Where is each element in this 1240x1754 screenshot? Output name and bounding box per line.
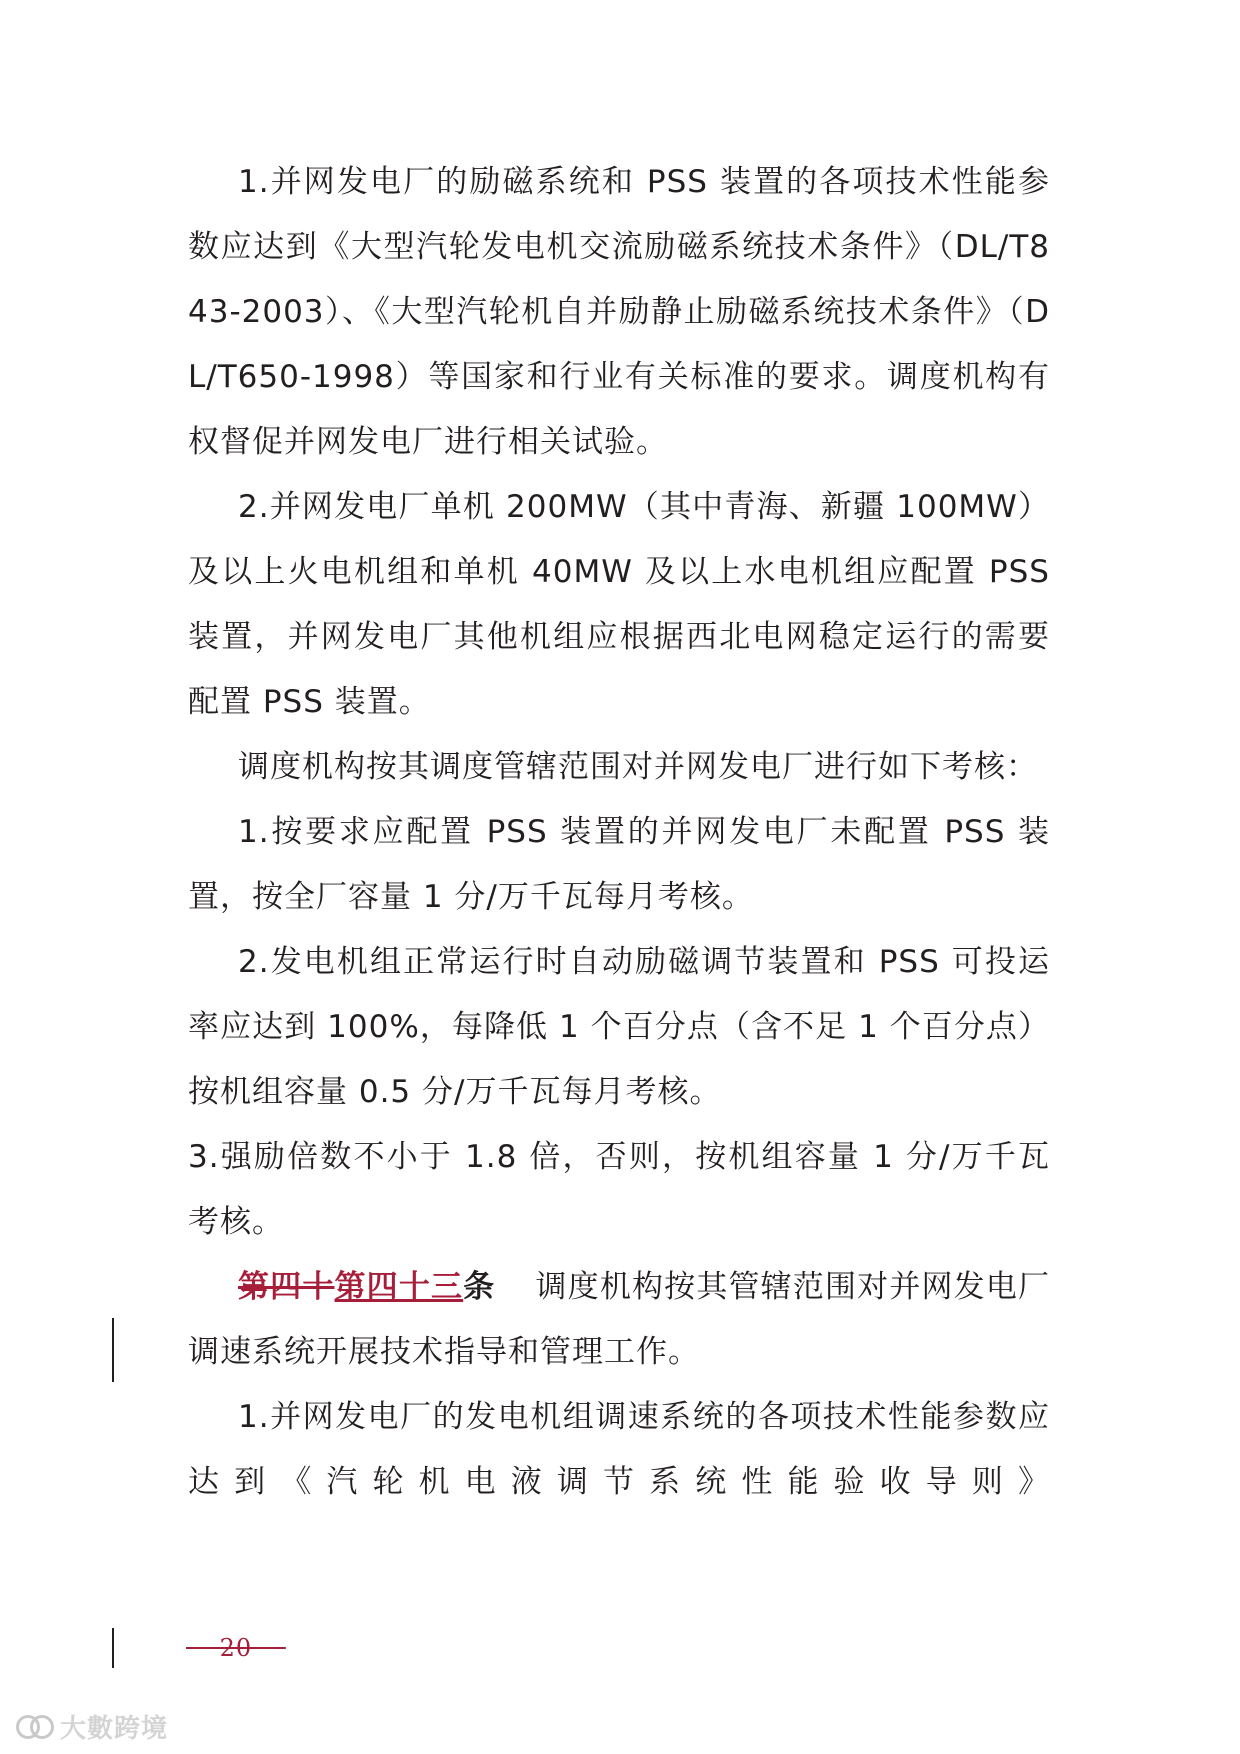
revision-change-bar xyxy=(112,1318,114,1382)
paragraph-assessment-item-1: 1.按要求应配置 PSS 装置的并网发电厂未配置 PSS 装置，按全厂容量 1 分/万千瓦每月考核。 xyxy=(188,814,1050,915)
revision-change-bar-footer xyxy=(112,1628,114,1668)
document-body xyxy=(188,150,1050,1515)
paragraph-pss-configuration: 2.并网发电厂单机 200MW（其中青海、新疆 100MW）及以上火电机组和单机 40MW 及以上水电机组应配置 PSS 装置，并网发电厂其他机组应根据西北电网稳定运行的需要配置 PSS 装置。 xyxy=(188,489,1050,720)
article-body: 调度机构按其管辖范围对并网发电厂调速系统开展技术指导和管理工作。 xyxy=(188,1269,1051,1370)
deleted-article-number: 第四十 xyxy=(238,1269,335,1305)
paragraph-assessment-item-2: 2.发电机组正常运行时自动励磁调节装置和 PSS 可投运率应达到 100%，每降低 1 个百分点（含不足 1 个百分点）按机组容量 0.5 分/万千瓦每月考核。 xyxy=(188,944,1050,1110)
paragraph-article-43 xyxy=(188,1255,1050,1385)
paragraph-assessment-item-3: 3.强励倍数不小于 1.8 倍，否则，按机组容量 1 分/万千瓦考核。 xyxy=(188,1139,1050,1240)
watermark xyxy=(16,1708,168,1745)
watermark-text: 大數跨境 xyxy=(60,1714,169,1744)
article-suffix: 条 xyxy=(463,1269,496,1305)
watermark-logo-icon xyxy=(16,1714,54,1740)
paragraph-assessment-intro: 调度机构按其调度管辖范围对并网发电厂进行如下考核： xyxy=(238,749,1038,785)
page-number: － 20 － xyxy=(186,1634,286,1662)
inserted-article-number: 第四十三 xyxy=(334,1269,464,1305)
paragraph-excitation-standards: 1.并网发电厂的励磁系统和 PSS 装置的各项技术性能参数应达到《大型汽轮发电机交流励磁系统技术条件》（DL/T843-2003）、《大型汽轮机自并励静止励磁系统技术条件》（DL/T650-1998）等国家和行业有关标准的要求。调度机构有权督促并网发电厂进行相关试验。 xyxy=(188,164,1050,460)
paragraph-governor-standards: 1.并网发电厂的发电机组调速系统的各项技术性能参数应达到《汽轮机电液调节系统性能验收导则》 xyxy=(188,1399,1050,1500)
